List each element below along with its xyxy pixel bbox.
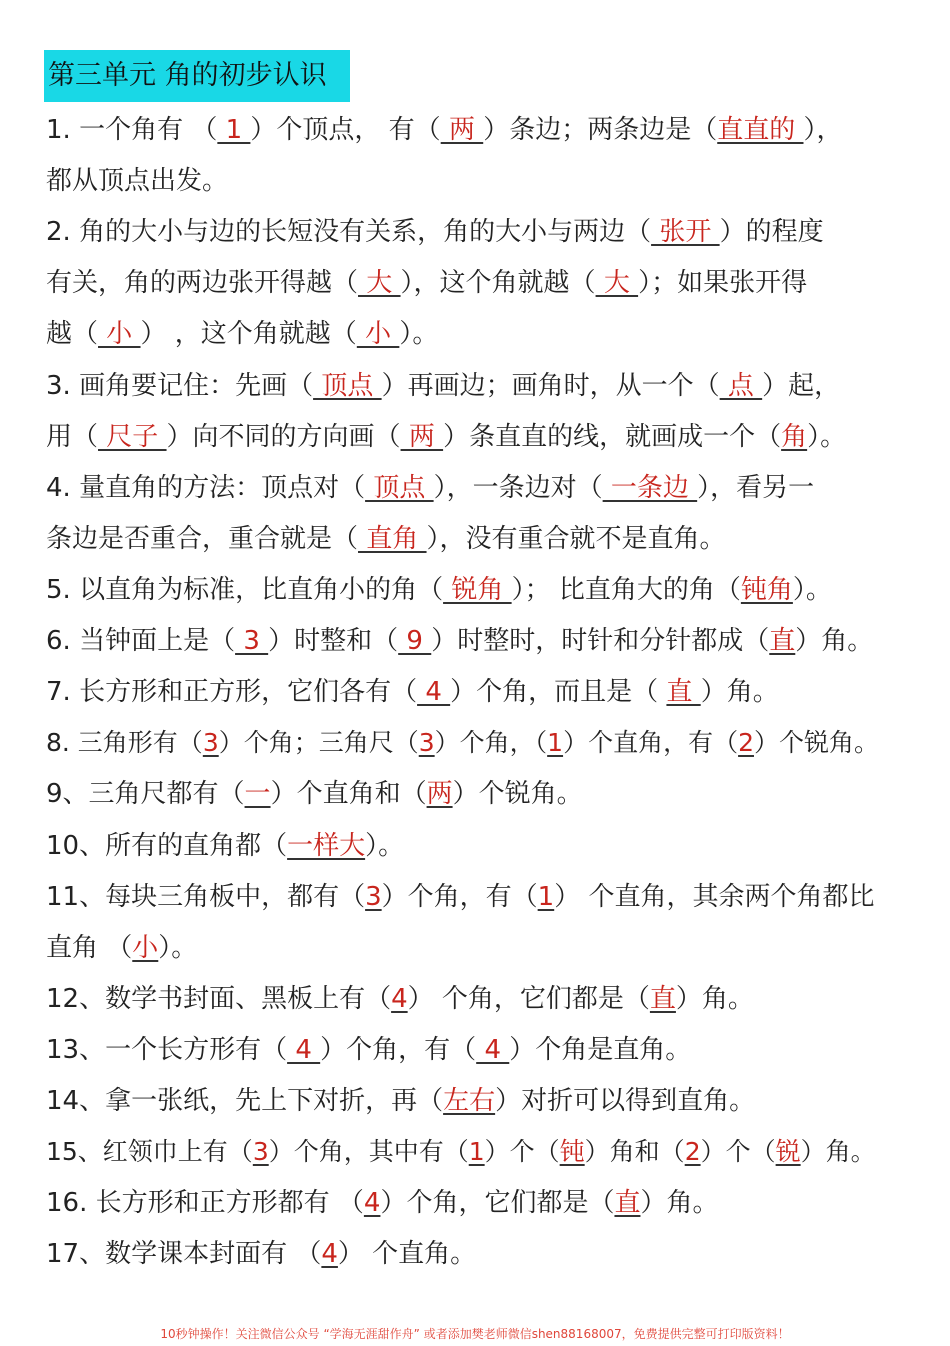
answer-text: 角 — [781, 422, 808, 452]
question-text: ）角。 — [675, 984, 754, 1014]
question-text: 都从顶点出发。 — [46, 166, 229, 196]
answer-text: 3 — [418, 728, 435, 757]
answer-text: 尺子 — [98, 422, 167, 452]
worksheet-line — [46, 316, 438, 352]
worksheet-line — [46, 930, 197, 966]
worksheet-line — [46, 112, 843, 148]
question-text: ）时整时，时针和分针都成（ — [431, 626, 770, 656]
answer-text: 直 — [769, 626, 796, 656]
question-text: ）个直角，有（ — [563, 728, 739, 757]
question-text: 7. 长方形和正方形，它们各有（ — [46, 677, 418, 707]
question-text: 10、所有的直角都（ — [46, 831, 288, 861]
answer-text: 一样大 — [287, 831, 366, 861]
question-text: ），这个角就越（ — [400, 268, 596, 298]
question-text: ）个角，有（ — [320, 1035, 477, 1065]
answer-text: 3 — [365, 882, 382, 912]
answer-text: 左右 — [443, 1086, 496, 1116]
answer-text: 小 — [98, 319, 141, 349]
footer-note: 10秒钟操作！关注微信公众号 “学海无涯甜作舟” 或者添加樊老师微信shen88168007，免费提供完整可打印版资料！ — [160, 1327, 790, 1341]
question-text: ）个锐角。 — [452, 779, 583, 809]
question-text: ）； 比直角大的角（ — [511, 575, 741, 605]
question-text: ） 个角，它们都是（ — [407, 984, 650, 1014]
unit-title: 第三单元 角的初步认识 — [48, 60, 327, 91]
question-text: ）角和（ — [584, 1137, 685, 1166]
answer-text: 直角 — [358, 524, 427, 554]
question-text: ）个（ — [484, 1137, 560, 1166]
answer-text: 2 — [738, 728, 754, 757]
question-text: ）， — [803, 115, 843, 145]
worksheet-line — [46, 214, 824, 250]
answer-text: 两 — [400, 422, 444, 452]
answer-text: 直 — [649, 984, 676, 1014]
question-text: 1. 一个角有 （ — [46, 115, 218, 145]
question-text: 5. 以直角为标准，比直角小的角（ — [46, 575, 444, 605]
worksheet-line — [46, 1083, 755, 1119]
question-text: 4. 量直角的方法：顶点对（ — [46, 473, 366, 503]
worksheet-line — [46, 828, 404, 864]
worksheet-line — [46, 368, 840, 404]
question-text: ），没有重合就不是直角。 — [426, 524, 726, 554]
question-text: 有关，角的两边张开得越（ — [46, 268, 359, 298]
worksheet-line — [46, 419, 846, 455]
answer-text: 3 — [202, 728, 219, 757]
answer-text: 顶点 — [313, 371, 382, 401]
question-text: 2. 角的大小与边的长短没有关系，角的大小与两边（ — [46, 217, 652, 247]
answer-text: 4 — [417, 677, 451, 707]
answer-text: 9 — [398, 626, 432, 656]
worksheet-line — [46, 1032, 691, 1068]
question-text: ）再画边；画角时，从一个（ — [381, 371, 720, 401]
worksheet-line — [46, 674, 779, 710]
question-text: 17、数学课本封面有 （ — [46, 1239, 322, 1269]
question-text: ）个顶点， 有（ — [250, 115, 441, 145]
question-text: ）角。 — [795, 626, 874, 656]
question-text: ） 个直角。 — [337, 1239, 477, 1269]
answer-text: 直直的 — [717, 115, 804, 145]
question-text: ）对折可以得到直角。 — [495, 1086, 756, 1116]
question-text: 直角 （ — [46, 933, 133, 963]
question-text: ）个角；三角尺（ — [218, 728, 419, 757]
answer-text: 1 — [468, 1137, 485, 1166]
question-text: ）个角，（ — [434, 728, 548, 757]
worksheet-line — [46, 470, 814, 506]
answer-text: 点 — [719, 371, 763, 401]
question-text: ）个角是直角。 — [509, 1035, 692, 1065]
answer-text: 锐 — [775, 1137, 801, 1166]
question-text: 越（ — [46, 319, 99, 349]
answer-text: 直 — [614, 1188, 641, 1218]
answer-text: 直 — [666, 677, 701, 707]
question-text: ）个角，而且是（ — [450, 677, 667, 707]
question-text: ）个角，有（ — [381, 882, 538, 912]
answer-text: 4 — [321, 1239, 338, 1269]
answer-text: 张开 — [651, 217, 720, 247]
question-text: ）条直直的线，就画成一个（ — [443, 422, 782, 452]
answer-text: 大 — [595, 268, 639, 298]
worksheet-line — [46, 981, 754, 1017]
question-text: ）条边；两条边是（ — [483, 115, 718, 145]
question-text: ）的程度 — [719, 217, 824, 247]
question-text: 6. 当钟面上是（ — [46, 626, 236, 656]
question-text: 16. 长方形和正方形都有 （ — [46, 1188, 364, 1218]
question-text: 用（ — [46, 422, 99, 452]
answer-text: 小 — [356, 319, 400, 349]
answer-text: 钝角 — [740, 575, 793, 605]
worksheet-line — [46, 572, 832, 608]
question-text: ）。 — [158, 933, 198, 963]
question-text: ）角。 — [800, 1137, 876, 1166]
worksheet-line — [46, 725, 879, 761]
question-text: ） ，这个角就越（ — [140, 319, 357, 349]
answer-text: 1 — [547, 728, 564, 757]
answer-text: 大 — [358, 268, 401, 298]
answer-text: 小 — [132, 933, 159, 963]
question-text: ）。 — [399, 319, 439, 349]
question-text: ）个直角和（ — [270, 779, 427, 809]
question-text: 14、拿一张纸，先上下对折，再（ — [46, 1086, 444, 1116]
question-text: ）角。 — [700, 677, 779, 707]
question-text: ），一条边对（ — [433, 473, 603, 503]
answer-text: 4 — [391, 984, 408, 1014]
worksheet-line — [46, 879, 874, 915]
worksheet-line — [46, 1185, 718, 1221]
question-text: ）。 — [792, 575, 832, 605]
question-text: ）。 — [365, 831, 405, 861]
question-text: ）。 — [807, 422, 847, 452]
question-text: 8. 三角形有（ — [46, 728, 203, 757]
worksheet-line — [46, 265, 807, 301]
worksheet-line — [46, 163, 228, 199]
question-text: 12、数学书封面、黑板上有（ — [46, 984, 392, 1014]
worksheet-line — [46, 776, 583, 812]
question-text: ）向不同的方向画（ — [166, 422, 401, 452]
question-text: ）时整和（ — [268, 626, 399, 656]
answer-text: 一 — [244, 779, 271, 809]
answer-text: 4 — [287, 1035, 321, 1065]
worksheet-line — [46, 623, 873, 659]
answer-text: 两 — [426, 779, 453, 809]
question-text: ） 个直角，其余两个角都比 — [554, 882, 875, 912]
answer-text: 4 — [476, 1035, 510, 1065]
question-text: ）起， — [762, 371, 841, 401]
question-text: ）个角，其中有（ — [268, 1137, 469, 1166]
question-text: 13、一个长方形有（ — [46, 1035, 288, 1065]
answer-text: 3 — [235, 626, 269, 656]
worksheet-line — [46, 521, 726, 557]
question-text: ）个角，它们都是（ — [380, 1188, 615, 1218]
question-text: 条边是否重合，重合就是（ — [46, 524, 359, 554]
answer-text: 顶点 — [365, 473, 434, 503]
answer-text: 3 — [252, 1137, 269, 1166]
question-text: ）个锐角。 — [753, 728, 879, 757]
answer-text: 一条边 — [602, 473, 698, 503]
answer-text: 两 — [440, 115, 484, 145]
answer-text: 1 — [217, 115, 251, 145]
worksheet-line — [46, 1134, 876, 1170]
question-text: ）角。 — [640, 1188, 719, 1218]
question-text: ），看另一 — [697, 473, 815, 503]
question-text: ）；如果张开得 — [638, 268, 808, 298]
answer-text: 锐角 — [443, 575, 512, 605]
answer-text: 1 — [537, 882, 555, 912]
answer-text: 2 — [684, 1137, 701, 1166]
question-text: 3. 画角要记住：先画（ — [46, 371, 314, 401]
worksheet-line — [46, 1236, 476, 1272]
question-text: ）个（ — [700, 1137, 776, 1166]
question-text: 9、三角尺都有（ — [46, 779, 245, 809]
answer-text: 4 — [363, 1188, 381, 1218]
answer-text: 钝 — [559, 1137, 585, 1166]
question-text: 15、红领巾上有（ — [46, 1137, 253, 1166]
question-text: 11、每块三角板中，都有（ — [46, 882, 366, 912]
